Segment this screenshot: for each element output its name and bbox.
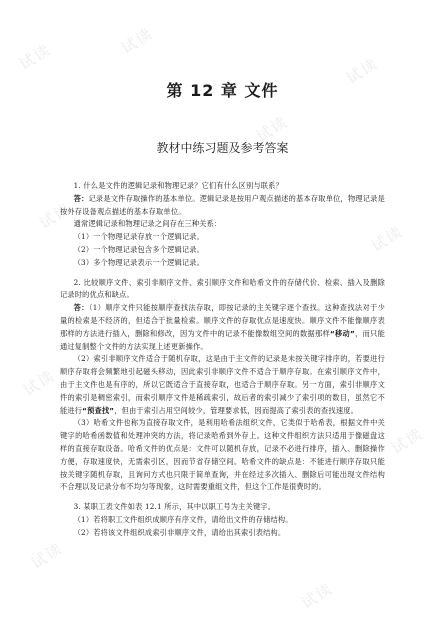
watermark-text: 试读 [253, 112, 292, 146]
watermark-text: 试读 [20, 366, 59, 400]
quoted-term: “预查找” [82, 405, 115, 415]
question-3: 3. 某职工表文件如表 12.1 所示，其中以职工号为主关键字。 [73, 502, 276, 512]
document-page [60, 78, 385, 540]
watermark-text: 试读 [298, 579, 337, 613]
watermark-text: 试读 [368, 222, 407, 256]
watermark-text: 试读 [28, 539, 67, 573]
question-2: 2. 比较顺序文件、索引非顺序文件、索引顺序文件和哈希文件的存储代价、检索、插入及删除记录时的优点和缺点。 [60, 277, 385, 300]
relation-item: （2）一个物理记录包含多个逻辑记录。 [73, 244, 205, 254]
chapter-title: 第 12 章 文件 [166, 81, 279, 100]
question-1: 1. 什么是文件的逻辑记录和物理记录？它们有什么区别与联系？ [73, 181, 283, 190]
relation-intro: 通常逻辑记录和物理记录之间存在三种关系： [73, 219, 222, 229]
answer-1-text: 记录是文件存取操作的基本单位。逻辑记录是按用户观点描述的基本存取单位，物理记录是按外存设备观点描述的基本存取单位。 [60, 193, 385, 216]
answer-2-para-2-text: （2）索引非顺序文件适合于随机存取，这是由于主文件的记录是未按关键字排序的，若要进行顺序存取将会频繁地引起磁头移动，因此索引非顺序文件不适合于顺序存取。在索引顺序文件中，由于主文件也是有序的，所以它既适合于直接存取，也适合于顺序存取。另一方面，索引非顺序文件的索引是稠密索引，而索引顺序文件是稀疏索引，故后者的索引减少了索引项的数目，虽然它不能进行 [60, 354, 385, 415]
answer-2-para-2 [60, 353, 385, 417]
answer-2-para-3: （3）哈希文件也称为直接存取文件，是利用哈希法组织文件，它类似于哈希表，根据文件中关键字的哈希函数值和处理冲突的方法，将记录哈希到外存上。这种文件组织方法只适用于像磁盘这样的直接存取设备。哈希文件的优点是：文件可以随机存放，记录不必进行排序，插入、删除操作方便，存取速度快，无需索引区，因而节省存储空间。哈希文件的缺点是：不能进行顺序存取只能按关键字随机存取，且询问方式也只限于简单查询，并在经过多次插入、删除后可能出现文件结构不合理以及记录分布不均匀等现象，这时需要重组文件，但这个工作是很费时的。 [60, 418, 385, 492]
answer-label: 答： [73, 303, 89, 313]
watermark-text: 试读 [388, 424, 427, 458]
watermark-text: 试读 [148, 294, 187, 328]
question-3-item: （1）若将职工文件组织成顺序有序文件，请给出文件的存储结构。 [73, 514, 293, 524]
relation-item: （3）多个物理记录表示一个逻辑记录。 [73, 257, 205, 267]
answer-1 [60, 193, 385, 219]
answer-2-para-1 [60, 302, 385, 353]
watermark-text: 试读 [16, 40, 55, 74]
watermark-text: 试读 [36, 199, 75, 233]
watermark-text: 试读 [118, 24, 157, 58]
relation-item: （1）一个物理记录存放一个逻辑记录。 [73, 232, 205, 242]
watermark-text: 试读 [198, 464, 237, 498]
answer-2-para-2-tail: ，但由于索引占用空间较少，管理要求低，因而提高了索引表的查找速度。 [114, 405, 358, 415]
question-3-item: （2）若将该文件组织成索引非顺序文件，请给出其索引表结构。 [73, 527, 286, 537]
section-title: 教材中练习题及参考答案 [156, 141, 289, 155]
watermark-text: 试读 [343, 54, 382, 88]
answer-2-para-1-text: （1）顺序文件只能按顺序查找法存取，即按记录的主关键字逐个查找。这种查找法对于少量的检索是不经济的，但适合于批量检索。顺序文件的存取优点是速度快。顺序文件不能像顺序表那样的方法进行插入，删除和修改，因为文件中的记录不能像数组空间的数据那样 [60, 303, 385, 338]
answer-label: 答： [73, 193, 89, 203]
quoted-term: “移动” [330, 328, 355, 338]
answer-2-para-1-tail: ，而只能通过复制整个文件的方法实现上述更新操作。 [60, 328, 385, 351]
